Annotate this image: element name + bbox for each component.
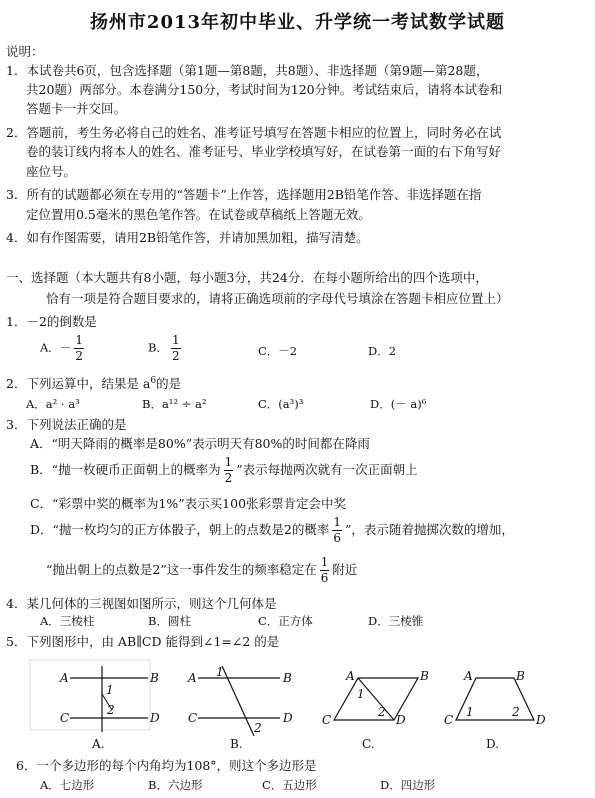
q1-option-d[interactable]: D．2 <box>368 344 397 358</box>
angle-1: 1 <box>357 687 365 701</box>
point-d: D <box>283 711 293 725</box>
q3-option-a[interactable]: A．“明天降雨的概率是80%”表示明天有80%的时间都在降雨 <box>30 436 370 451</box>
note-line: 4．如有作图需要，请用2B铅笔作答，并请加黑加粗，描写清楚。 <box>6 230 369 245</box>
note-line: 答题卡一并交回。 <box>26 101 127 116</box>
point-c: C <box>60 711 70 725</box>
q4-option-a[interactable]: A．三棱柱 <box>40 614 95 628</box>
q6-option-a[interactable]: A．七边形 <box>40 778 95 792</box>
note-line: 共20题）两部分。本卷满分150分，考试时间为120分钟。考试结束后，请将本试卷和 <box>26 82 503 97</box>
point-a: A <box>346 669 355 683</box>
q6-option-c[interactable]: C．五边形 <box>262 778 317 792</box>
angle-2: 2 <box>254 721 262 735</box>
question-1-stem: 1．－2的倒数是 <box>6 314 97 329</box>
note-line: 3．所有的试题都必须在专用的“答题卡”上作答，选择题用2B铅笔作答、非选择题在指 <box>6 187 482 202</box>
section-header: 一、选择题（本大题共有8小题，每小题3分，共24分．在每小题所给出的四个选项中， <box>6 270 488 285</box>
question-6-stem: 6．一个多边形的每个内角均为108°，则这个多边形是 <box>16 758 317 773</box>
notes-heading: 说明： <box>6 44 44 59</box>
angle-1: 1 <box>106 683 114 697</box>
point-d: D <box>536 713 546 727</box>
point-a: A <box>188 671 197 685</box>
point-b: B <box>150 671 159 685</box>
point-c: C <box>188 711 198 725</box>
note-line: 座位号。 <box>26 164 77 179</box>
q3-option-d[interactable]: D．“抛一枚均匀的正方体骰子，朝上的点数是2的概率 $\frac{1}{6}$ ”，表示随着抛掷次数的增加， <box>30 515 514 545</box>
question-2-stem: 2．下列运算中，结果是 $a^6$的是 <box>6 375 182 391</box>
point-b: B <box>283 671 292 685</box>
note-line: 卷的装订线内将本人的姓名、准考证号、毕业学校填写好，在试卷第一面的右下角写好 <box>26 144 502 159</box>
q6-option-b[interactable]: B．六边形 <box>148 778 203 792</box>
question-3-stem: 3．下列说法正确的是 <box>6 417 127 432</box>
note-line: 定位置用0.5毫米的黑色笔作答。在试卷或草稿纸上答题无效。 <box>26 207 371 222</box>
point-b: B <box>516 669 525 683</box>
q3-option-d-cont: “抛出朝上的点数是2”这一事件发生的频率稳定在 $\frac{1}{6}$ 附近 <box>46 555 358 585</box>
q2-option-a[interactable]: A．a² · a³ <box>26 397 80 411</box>
q5-figure-d[interactable] <box>444 669 546 727</box>
section-header-cont: 恰有一项是符合题目要求的，请将正确选项前的字母代号填涂在答题卡相应位置上） <box>46 291 509 306</box>
angle-2: 2 <box>512 705 520 719</box>
figure-label-b: B. <box>230 737 243 751</box>
point-b: B <box>420 669 429 683</box>
point-c: C <box>322 713 332 727</box>
q5-figures <box>0 650 595 756</box>
q6-option-d[interactable]: D．四边形 <box>380 778 436 792</box>
q2-option-d[interactable]: D．(－ a)⁶ <box>370 397 427 411</box>
point-d: D <box>150 711 160 725</box>
q4-option-b[interactable]: B．圆柱 <box>148 614 191 628</box>
point-d: D <box>396 713 406 727</box>
figure-label-d: D. <box>486 737 500 751</box>
angle-2: 2 <box>107 703 115 717</box>
q2-option-b[interactable]: B．a¹² ÷ a² <box>142 397 207 411</box>
q1-option-a[interactable]: A．－ $\frac{1}{2}$ <box>40 333 83 363</box>
angle-1: 1 <box>216 665 224 679</box>
question-5-stem: 5．下列图形中，由 AB∥CD 能得到∠1=∠2 的是 <box>6 634 280 649</box>
q4-option-d[interactable]: D．三棱锥 <box>368 614 424 628</box>
exam-title: 扬州市2013年初中毕业、升学统一考试数学试题 <box>89 12 506 33</box>
q5-figure-b[interactable] <box>187 665 293 736</box>
note-line: 2．答题前，考生务必将自己的姓名、准考证号填写在答题卡相应的位置上，同时务必在试 <box>6 125 502 140</box>
point-c: C <box>444 713 454 727</box>
q3-option-b[interactable]: B．“抛一枚硬币正面朝上的概率为 $\frac{1}{2}$ ”表示每抛两次就有一次正面朝上 <box>30 455 418 485</box>
q1-option-b[interactable]: B． $\frac{1}{2}$ <box>148 333 180 363</box>
question-4-stem: 4．某几何体的三视图如图所示，则这个几何体是 <box>6 596 277 611</box>
angle-2: 2 <box>378 705 386 719</box>
q4-option-c[interactable]: C．正方体 <box>258 614 313 628</box>
q3-option-c[interactable]: C．“彩票中奖的概率为1%”表示买100张彩票肯定会中奖 <box>30 496 347 511</box>
q5-figure-a[interactable] <box>30 660 160 732</box>
q2-option-c[interactable]: C．(a³)³ <box>258 397 304 411</box>
figure-label-a: A. <box>92 737 105 751</box>
note-line: 1．本试卷共6页，包含选择题（第1题—第8题，共8题）、非选择题（第9题—第28题， <box>6 63 489 78</box>
q5-figure-c[interactable] <box>322 669 429 727</box>
angle-1: 1 <box>466 705 474 719</box>
point-a: A <box>464 669 473 683</box>
point-a: A <box>60 671 69 685</box>
figure-label-c: C. <box>362 737 375 751</box>
q1-option-c[interactable]: C．－2 <box>258 344 298 358</box>
